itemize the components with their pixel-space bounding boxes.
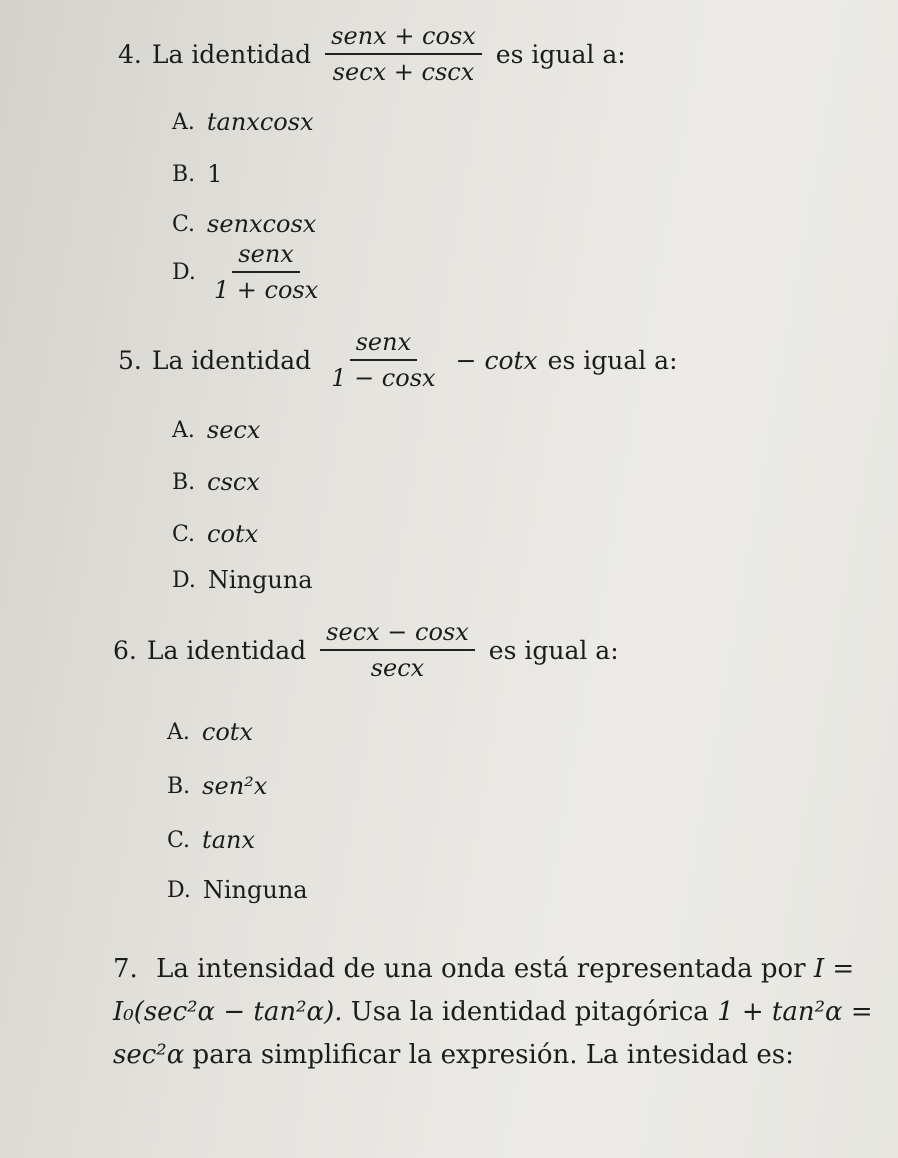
option-text: Ninguna (202, 876, 308, 904)
option-text: tanx (202, 826, 255, 854)
fraction-denominator: secx + cscx (332, 58, 475, 86)
fraction-numerator: senx + cosx (325, 22, 482, 55)
option-a[interactable] (167, 718, 253, 746)
option-letter: C. (172, 521, 196, 547)
option-c[interactable] (167, 826, 255, 854)
option-letter: D. (172, 259, 196, 285)
question-6-stem (113, 618, 619, 682)
option-letter: A. (172, 417, 195, 443)
fraction (208, 240, 324, 304)
fraction-numerator: senx (350, 328, 418, 361)
option-letter: A. (172, 109, 195, 135)
option-text: secx (206, 416, 261, 444)
option-text: tanxcosx (206, 108, 314, 136)
option-text: cotx (201, 718, 253, 746)
question-number: 6. (113, 635, 137, 665)
fraction (325, 328, 441, 392)
option-b[interactable] (172, 160, 222, 188)
expression-tail: − cotx (455, 345, 538, 375)
option-letter: D. (172, 567, 196, 593)
fraction-denominator: 1 − cosx (331, 364, 436, 392)
question-text: La intensidad de una onda está representada por (156, 954, 806, 984)
option-a[interactable] (172, 416, 260, 444)
option-c[interactable] (172, 520, 258, 548)
option-letter: B. (172, 469, 196, 495)
option-text: cscx (207, 468, 260, 496)
fraction-numerator: senx (232, 240, 300, 273)
question-prefix: La identidad (151, 39, 312, 69)
fraction (320, 618, 475, 682)
formula-intensity: I = I₀(sec²α − tan²α). (113, 954, 855, 1027)
option-text: 1 (207, 160, 223, 188)
question-suffix: es igual a: (547, 345, 678, 375)
formula-identity: 1 + tan²α = sec²α (113, 997, 873, 1070)
question-number: 7. (113, 954, 138, 984)
question-5-stem (118, 328, 678, 392)
option-letter: B. (172, 161, 196, 187)
option-text: cotx (207, 520, 259, 548)
option-d[interactable] (172, 240, 338, 304)
option-text: Ninguna (207, 566, 313, 594)
option-a[interactable] (172, 108, 314, 136)
option-b[interactable] (167, 772, 267, 800)
option-letter: C. (167, 827, 191, 853)
option-text: sen²x (202, 772, 268, 800)
fraction-denominator: secx (370, 654, 425, 682)
question-text: Usa la identidad pitagórica (350, 997, 709, 1027)
fraction-numerator: secx − cosx (320, 618, 475, 651)
option-text: senxcosx (207, 210, 317, 238)
question-number: 4. (118, 39, 142, 69)
option-c[interactable] (172, 210, 316, 238)
fraction-denominator: 1 + cosx (213, 276, 319, 304)
option-letter: A. (167, 719, 190, 745)
fraction (325, 22, 482, 86)
question-4-stem (118, 22, 626, 86)
option-letter: D. (167, 877, 191, 903)
question-prefix: La identidad (151, 345, 312, 375)
question-suffix: es igual a: (495, 39, 626, 69)
option-letter: B. (167, 773, 191, 799)
question-prefix: La identidad (146, 635, 307, 665)
question-7-stem (113, 948, 873, 1077)
option-letter: C. (172, 211, 196, 237)
question-number: 5. (118, 345, 142, 375)
option-d[interactable] (167, 876, 308, 904)
option-b[interactable] (172, 468, 260, 496)
question-suffix: es igual a: (488, 635, 619, 665)
option-d[interactable] (172, 566, 313, 594)
question-text: para simplificar la expresión. La intesidad es: (192, 1040, 794, 1070)
